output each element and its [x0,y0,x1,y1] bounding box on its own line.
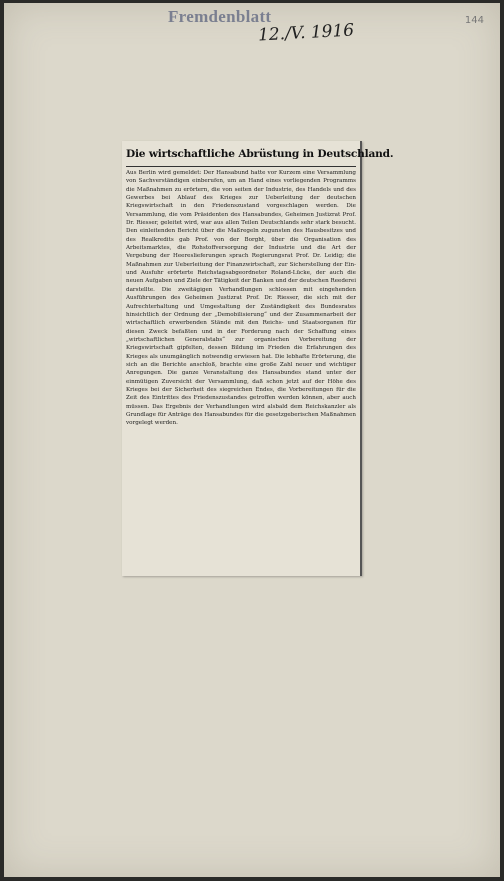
archive-sheet [4,3,500,877]
article-body: Aus Berlin wird gemeldet: Der Hansabund hatte vor Kurzem eine Versammlung von Sachverständigen einberufen, um an Hand eines vorliegenden Programms die Maßnahmen zu erörtern, die von seiten der Industrie, des Handels und des Gewerbes bei Ablauf des Krieges zur Ueberleitung der deutschen Kriegswirtschaft in den Friedenszustand vorgeschlagen werden. Die Versammlung, die vom Präsidenten des Hansabundes, Geheimen Justizrat Prof. Dr. Riesser, geleitet wird, war aus allen Teilen Deutschlands sehr stark besucht. Den einleitenden Bericht über die Maßregeln zugunsten des Hausbesitzes und des Realkredits gab Prof. von der Borght, über die Organisation des Arbeitsmarktes, die Rohstoffversorgung der Industrie und die Art der Vergebung der Heereslieferungen sprach Regierungsrat Prof. Dr. Leidig; die Maßnahmen zur Ueberleitung der Finanzwirtschaft, zur Sicherstellung der Ein- und Ausfuhr erörterte Reichstagsabgeordneter Roland-Lücke, der auch die neuen Aufgaben und Ziele der Tätigkeit der Banken und der deutschen Reederei darstellte. Die zweitägigen Verhandlungen schlossen mit eingehenden Ausführungen des Geheimen Justizrat Prof. Dr. Riesser, die sich mit der Aufrechterhaltung und Umgestaltung der Zuständigkeit des Bundesrates hinsichtlich der Ordnung der „Demobilisierung“ und der Zusammenarbeit der wirtschaftlich erwerbenden Stände mit den Reichs- und Staatsorganen für diesen Zweck befaßten und in der Forderung nach der Schaffung eines „wirtschaftlichen Generalstabs“ zur organischen Vorbereitung der Kriegswirtschaft gipfelten, dessen Bildung im Frieden die Erfahrungen des Krieges als unumgänglich notwendig erwiesen hat. Die lebhafte Erörterung, die sich an die Berichte anschloß, brachte eine große Zahl neuer und wichtiger Anregungen. Die ganze Veranstaltung des Hansabundes stand unter der einmütigen Zuversicht der Versammlung, daß schon jetzt auf der Höhe des Krieges bei der Sicherheit des siegreichen Endes, die Vorbereitungen für die Zeit des Eintrittes des Friedenszustandes getroffen werden können, aber auch müssen. Das Ergebnis der Verhandlungen wird alsbald dem Reichskanzler als Grundlage für Anträge des Hansabundes für die gesetzgeberischen Maßnahmen vorgelegt werden. [126,170,356,427]
newspaper-stamp: Fremdenblatt [168,7,272,26]
headline-rule [126,166,356,167]
folio-number: 144 [464,15,484,26]
newspaper-clipping [122,141,394,576]
handwritten-date: 12./V. 1916 [257,20,355,46]
article-headline: Die wirtschaftliche Abrüstung in Deutschland. [126,148,394,160]
